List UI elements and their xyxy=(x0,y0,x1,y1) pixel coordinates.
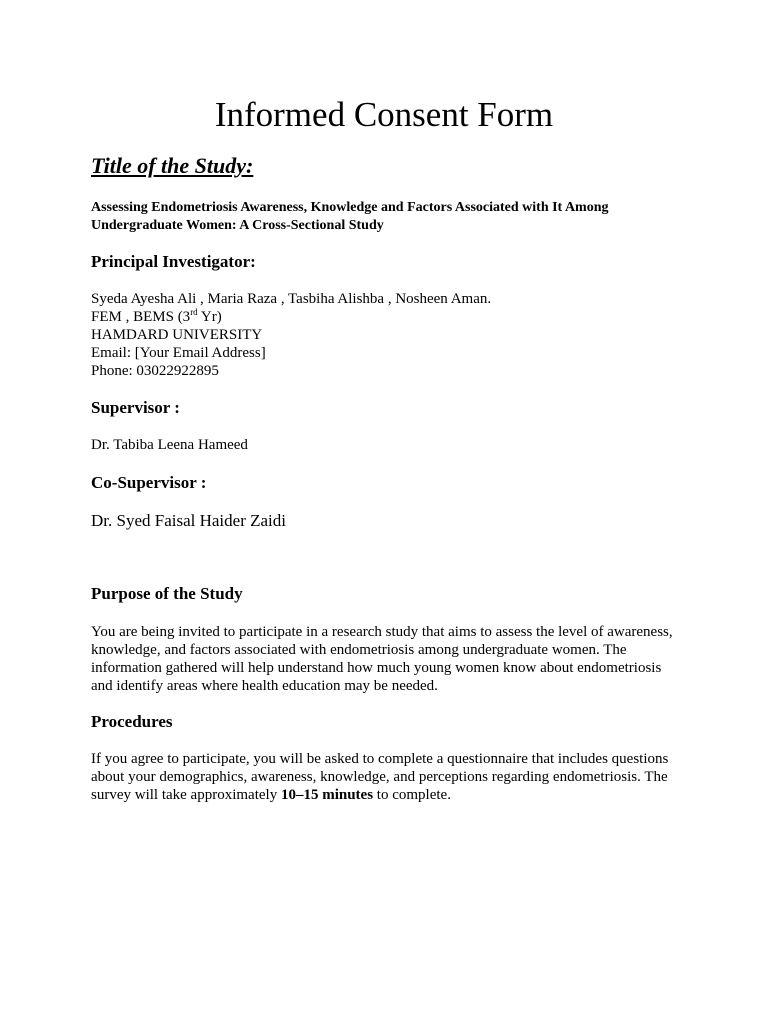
study-title-line: Undergraduate Women: A Cross-Sectional Study xyxy=(91,217,384,233)
program-superscript: rd xyxy=(190,307,198,317)
procedures-line: If you agree to participate, you will be asked to complete a questionnaire that includes questions xyxy=(91,751,669,767)
investigator-email: Email: [Your Email Address] xyxy=(91,345,266,361)
study-title-line: Assessing Endometriosis Awareness, Knowledge and Factors Associated with It Among xyxy=(91,200,609,215)
purpose-line: and identify areas where health education may be needed. xyxy=(91,678,438,694)
procedures-paragraph xyxy=(91,750,691,804)
supervisor-heading: Supervisor : xyxy=(91,398,180,417)
co-supervisor-name: Dr. Syed Faisal Haider Zaidi xyxy=(91,511,286,530)
document-title: Informed Consent Form xyxy=(214,95,554,134)
investigator-phone: Phone: 03022922895 xyxy=(91,363,219,379)
purpose-line: You are being invited to participate in a research study that aims to assess the level of awareness, xyxy=(91,624,673,640)
program-text: FEM , BEMS (3 xyxy=(91,309,191,325)
procedures-heading: Procedures xyxy=(91,712,173,731)
procedures-line xyxy=(91,786,691,804)
procedures-line: about your demographics, awareness, knowledge, and perceptions regarding endometriosis. The xyxy=(91,769,668,785)
procedures-text-suffix: to complete. xyxy=(373,787,451,803)
purpose-heading: Purpose of the Study xyxy=(91,584,243,603)
purpose-line: knowledge, and factors associated with endometriosis among undergraduate women. The xyxy=(91,642,627,658)
principal-investigator-heading: Principal Investigator: xyxy=(91,252,256,271)
duration-emphasis: 10–15 minutes xyxy=(280,787,374,803)
purpose-paragraph xyxy=(91,623,691,695)
purpose-line: information gathered will help understand how much young women know about endometriosis xyxy=(91,660,662,676)
study-title-heading: Title of the Study: xyxy=(91,153,254,178)
investigator-names: Syeda Ayesha Ali , Maria Raza , Tasbiha Alishba , Nosheen Aman. xyxy=(91,291,492,307)
investigator-university: HAMDARD UNIVERSITY xyxy=(91,327,263,343)
program-text-suffix: Yr) xyxy=(197,309,222,325)
study-title xyxy=(91,199,691,234)
supervisor-name: Dr. Tabiba Leena Hameed xyxy=(91,437,248,453)
investigator-program xyxy=(91,308,222,326)
co-supervisor-heading: Co-Supervisor : xyxy=(91,473,207,492)
procedures-text: survey will take approximately xyxy=(91,787,281,803)
